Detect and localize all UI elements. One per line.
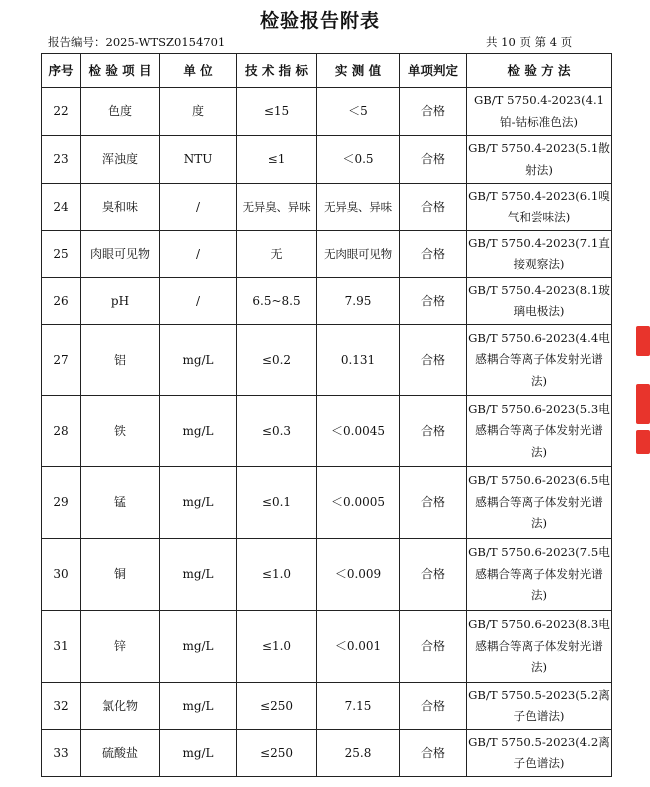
cell-no: 27 <box>42 325 81 396</box>
cell-judge: 合格 <box>400 231 467 278</box>
cell-judge: 合格 <box>400 467 467 539</box>
cell-method: GB/T 5750.6-2023(4.4电感耦合等离子体发射光谱法) <box>467 325 612 396</box>
table-row <box>42 278 612 325</box>
cell-judge: 合格 <box>400 396 467 467</box>
cell-item: 铝 <box>81 325 160 396</box>
cell-judge: 合格 <box>400 184 467 231</box>
cell-spec: ≤0.1 <box>237 467 317 539</box>
header-unit: 单 位 <box>160 54 237 88</box>
cell-value: 无肉眼可见物 <box>317 231 400 278</box>
cell-item: 氯化物 <box>81 683 160 730</box>
cell-value: ＜0.001 <box>317 611 400 683</box>
cell-method: GB/T 5750.6-2023(8.3电感耦合等离子体发射光谱法) <box>467 611 612 683</box>
header-value: 实 测 值 <box>317 54 400 88</box>
cell-value: 0.131 <box>317 325 400 396</box>
cell-spec: ≤0.2 <box>237 325 317 396</box>
cell-item: pH <box>81 278 160 325</box>
cell-spec: ≤250 <box>237 683 317 730</box>
cell-judge: 合格 <box>400 325 467 396</box>
cell-no: 24 <box>42 184 81 231</box>
cell-no: 28 <box>42 396 81 467</box>
cell-unit: / <box>160 231 237 278</box>
cell-method: GB/T 5750.6-2023(5.3电感耦合等离子体发射光谱法) <box>467 396 612 467</box>
header-spec: 技 术 指 标 <box>237 54 317 88</box>
report-table <box>41 53 612 777</box>
cell-no: 29 <box>42 467 81 539</box>
cell-item: 锌 <box>81 611 160 683</box>
cell-item: 硫酸盐 <box>81 730 160 777</box>
cell-no: 33 <box>42 730 81 777</box>
cell-value: ＜5 <box>317 88 400 136</box>
cell-no: 25 <box>42 231 81 278</box>
cell-spec: ≤15 <box>237 88 317 136</box>
cell-value: 7.95 <box>317 278 400 325</box>
header-method: 检 验 方 法 <box>467 54 612 88</box>
cell-judge: 合格 <box>400 730 467 777</box>
cell-item: 色度 <box>81 88 160 136</box>
cell-unit: mg/L <box>160 539 237 611</box>
cell-spec: 无 <box>237 231 317 278</box>
cell-spec: ≤1.0 <box>237 611 317 683</box>
table-row <box>42 683 612 730</box>
cell-item: 铜 <box>81 539 160 611</box>
cell-method: GB/T 5750.4-2023(5.1散射法) <box>467 136 612 184</box>
cell-no: 31 <box>42 611 81 683</box>
cell-item: 臭和味 <box>81 184 160 231</box>
cell-no: 32 <box>42 683 81 730</box>
table-row <box>42 611 612 683</box>
table-row <box>42 467 612 539</box>
cell-unit: mg/L <box>160 467 237 539</box>
cell-spec: ≤1.0 <box>237 539 317 611</box>
seal-fragment-bottom <box>636 430 650 454</box>
table-row <box>42 396 612 467</box>
cell-no: 30 <box>42 539 81 611</box>
cell-unit: mg/L <box>160 396 237 467</box>
header-no: 序号 <box>42 54 81 88</box>
table-row <box>42 539 612 611</box>
cell-judge: 合格 <box>400 136 467 184</box>
cell-judge: 合格 <box>400 611 467 683</box>
cell-no: 22 <box>42 88 81 136</box>
cell-method: GB/T 5750.6-2023(7.5电感耦合等离子体发射光谱法) <box>467 539 612 611</box>
table-row <box>42 325 612 396</box>
cell-judge: 合格 <box>400 278 467 325</box>
seal-fragment-middle <box>636 384 650 424</box>
cell-unit: mg/L <box>160 683 237 730</box>
cell-unit: 度 <box>160 88 237 136</box>
page-count: 共 10 页 第 4 页 <box>486 35 573 49</box>
cell-method: GB/T 5750.4-2023(7.1直接观察法) <box>467 231 612 278</box>
table-header-row <box>42 54 612 88</box>
cell-method: GB/T 5750.6-2023(6.5电感耦合等离子体发射光谱法) <box>467 467 612 539</box>
page-title: 检验报告附表 <box>259 10 380 32</box>
cell-unit: mg/L <box>160 611 237 683</box>
cell-judge: 合格 <box>400 88 467 136</box>
report-number: 报告编号：2025-WTSZ0154701 <box>48 35 226 49</box>
cell-method: GB/T 5750.4-2023(4.1铂-钴标准色法) <box>467 88 612 136</box>
header-judge: 单项判定 <box>400 54 467 88</box>
cell-value: ＜0.0045 <box>317 396 400 467</box>
cell-item: 浑浊度 <box>81 136 160 184</box>
cell-judge: 合格 <box>400 539 467 611</box>
cell-no: 23 <box>42 136 81 184</box>
cell-value: ＜0.009 <box>317 539 400 611</box>
cell-value: 25.8 <box>317 730 400 777</box>
cell-unit: / <box>160 278 237 325</box>
cell-no: 26 <box>42 278 81 325</box>
table-row <box>42 136 612 184</box>
cell-unit: / <box>160 184 237 231</box>
cell-value: ＜0.0005 <box>317 467 400 539</box>
cell-value: ＜0.5 <box>317 136 400 184</box>
cell-spec: ≤250 <box>237 730 317 777</box>
cell-unit: mg/L <box>160 325 237 396</box>
cell-judge: 合格 <box>400 683 467 730</box>
table-row <box>42 184 612 231</box>
cell-spec: 6.5~8.5 <box>237 278 317 325</box>
cell-value: 无异臭、异味 <box>317 184 400 231</box>
cell-spec: ≤1 <box>237 136 317 184</box>
cell-value: 7.15 <box>317 683 400 730</box>
cell-method: GB/T 5750.4-2023(8.1玻璃电极法) <box>467 278 612 325</box>
table-row <box>42 730 612 777</box>
table-row <box>42 231 612 278</box>
cell-item: 锰 <box>81 467 160 539</box>
cell-method: GB/T 5750.5-2023(5.2离子色谱法) <box>467 683 612 730</box>
seal-fragment-top <box>636 326 650 356</box>
cell-spec: ≤0.3 <box>237 396 317 467</box>
cell-item: 肉眼可见物 <box>81 231 160 278</box>
cell-unit: NTU <box>160 136 237 184</box>
cell-method: GB/T 5750.4-2023(6.1嗅气和尝味法) <box>467 184 612 231</box>
cell-item: 铁 <box>81 396 160 467</box>
cell-spec: 无异臭、异味 <box>237 184 317 231</box>
header-item: 检 验 项 目 <box>81 54 160 88</box>
table-row <box>42 88 612 136</box>
cell-unit: mg/L <box>160 730 237 777</box>
cell-method: GB/T 5750.5-2023(4.2离子色谱法) <box>467 730 612 777</box>
